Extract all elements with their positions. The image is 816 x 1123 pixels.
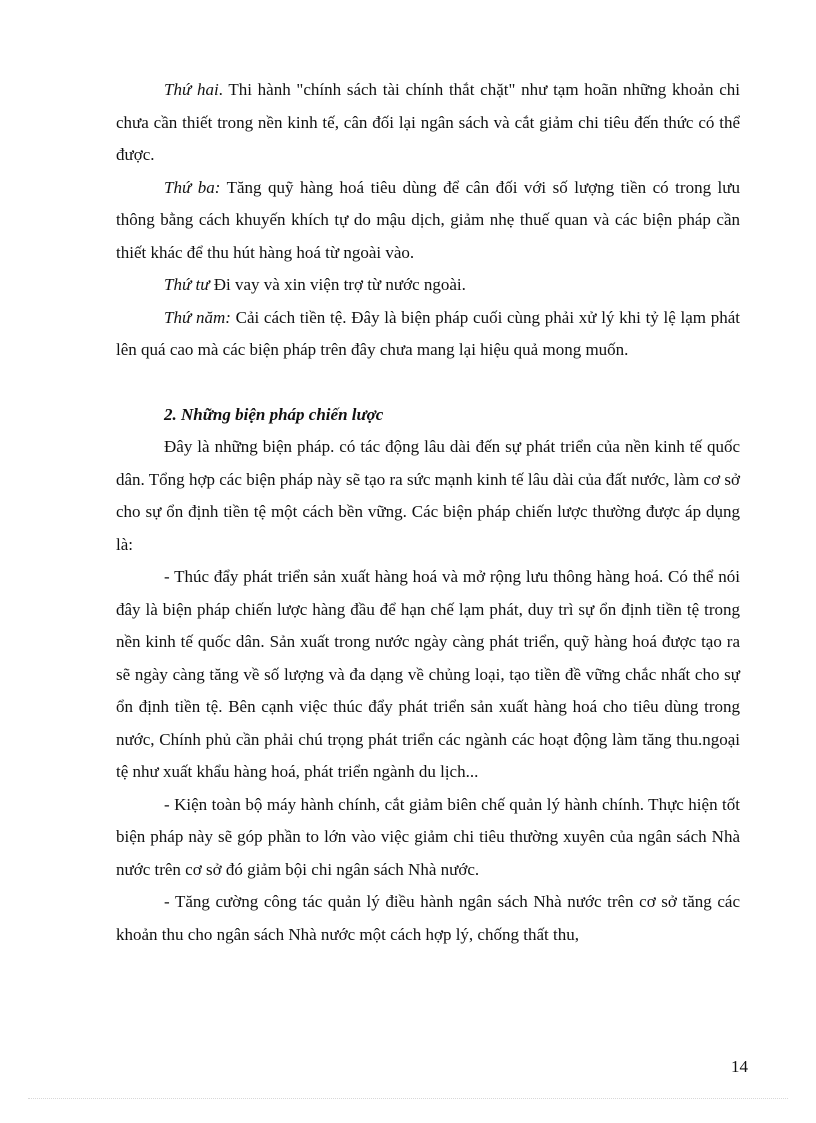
paragraph-body: Đi vay và xin viện trợ từ nước ngoài.: [209, 275, 466, 294]
paragraph-thu-nam: [116, 302, 740, 367]
paragraph-lead: Thứ năm:: [164, 307, 231, 327]
paragraph-thu-tu: [116, 269, 740, 302]
footer-divider: [28, 1098, 788, 1099]
section-paragraph: - Kiện toàn bộ máy hành chính, cắt giảm biên chế quản lý hành chính. Thực hiện tốt biện pháp này sẽ góp phần to lớn vào việc giảm chi tiêu thường xuyên của ngân sách Nhà nước trên cơ sở đó giảm bội chi ngân sách Nhà nước.: [116, 794, 740, 879]
document-page: [116, 74, 740, 951]
paragraph-body: . Thi hành "chính sách tài chính thắt chặt" như tạm hoãn những khoản chi chưa cần thiết trong nền kinh tế, cân đối lại ngân sách và cắt giảm chi tiêu đến thức có thể được.: [116, 80, 740, 164]
paragraph-body: Tăng quỹ hàng hoá tiêu dùng để cân đối với số lượng tiền có trong lưu thông bằng cách khuyến khích tự do mậu dịch, giảm nhẹ thuế quan và các biện pháp cần thiết khác để thu hút hàng hoá từ ngoài vào.: [116, 177, 740, 262]
page-number: 14: [731, 1057, 748, 1076]
paragraph-thu-ba: [116, 172, 740, 270]
section-paragraph: Đây là những biện pháp. có tác động lâu dài đến sự phát triển của nền kinh tế quốc dân. Tổng hợp các biện pháp này sẽ tạo ra sức mạnh kinh tế lâu dài của đất nước, làm cơ sở cho sự ổn định tiền tệ một cách bền vững. Các biện pháp chiến lược thường được áp dụng là:: [116, 437, 740, 554]
paragraph-body: Cải cách tiền tệ. Đây là biện pháp cuối cùng phải xử lý khi tỷ lệ lạm phát lên quá cao mà các biện pháp trên đây chưa mang lại hiệu quả mong muốn.: [116, 307, 740, 359]
paragraph-thu-hai: [116, 74, 740, 172]
paragraph-lead: Thứ ba:: [164, 177, 221, 197]
section-heading: 2. Những biện pháp chiến lược: [164, 404, 384, 424]
section-paragraph: - Thúc đẩy phát triển sản xuất hàng hoá và mở rộng lưu thông hàng hoá. Có thể nói đây là biện pháp chiến lược hàng đầu để hạn chế lạm phát, duy trì sự ổn định tiền tệ trong nền kinh tế quốc dân. Sản xuất trong nước ngày càng phát triển, quỹ hàng hoá được tạo ra sẽ ngày càng tăng về số lượng và đa dạng về chủng loại, tạo tiền đề vững chắc nhất cho sự ổn định tiền tệ. Bên cạnh việc thúc đẩy phát triển sản xuất hàng hoá cho tiêu dùng trong nước, Chính phủ cần phải chú trọng phát triển các ngành các hoạt động làm tăng thu.ngoại tệ như xuất khẩu hàng hoá, phát triển ngành du lịch...: [116, 567, 740, 781]
paragraph-lead: Thứ hai: [164, 80, 219, 99]
paragraph-lead: Thứ tư: [164, 275, 210, 294]
section-paragraph: - Tăng cường công tác quản lý điều hành ngân sách Nhà nước trên cơ sở tăng các khoản thu cho ngân sách Nhà nước một cách hợp lý, chống thất thu,: [116, 892, 740, 944]
